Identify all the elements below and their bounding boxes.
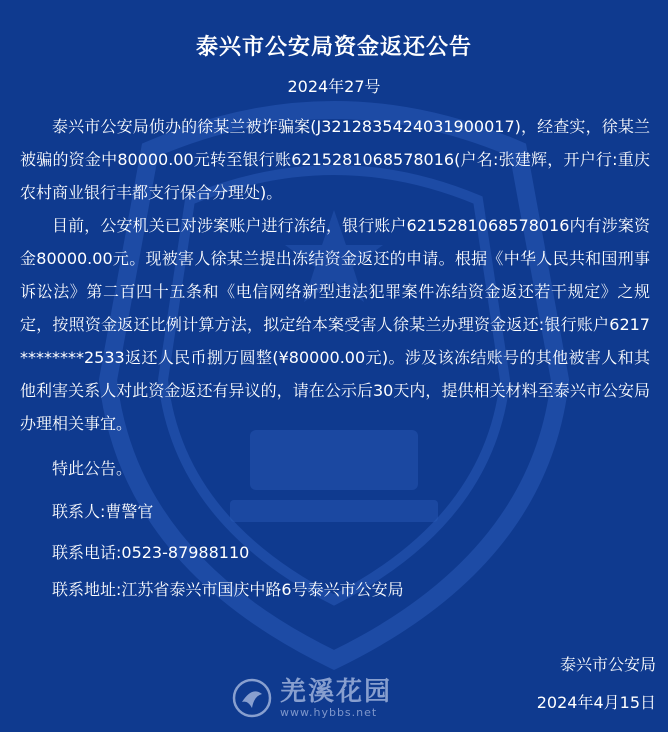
notice-body (20, 110, 650, 440)
document-number: 2024年27号 (287, 77, 381, 96)
issuer-name: 泰兴市公安局 (559, 655, 656, 674)
issue-date: 2024年4月15日 (536, 693, 656, 712)
contact-phone: 联系电话:0523-87988110 (52, 543, 250, 562)
closing-text: 特此公告。 (52, 459, 133, 478)
notice-title: 泰兴市公安局资金返还公告 (195, 35, 472, 60)
watermark-name: 羌溪花园 (280, 676, 393, 707)
contact-address: 联系地址:江苏省泰兴市国庆中路6号泰兴市公安局 (52, 580, 404, 599)
watermark (232, 676, 392, 720)
paragraph-case-details: 泰兴市公安局侦办的徐某兰被诈骗案(J3212835424031900017)，经查实，徐某兰被骗的资金中80000.00元转至银行账6215281068578016(户名:张建辉，开户行:重庆农村商业银行丰都支行保合分理处)。 (20, 117, 650, 202)
contact-person: 联系人:曹警官 (52, 502, 154, 521)
paragraph-return-details: 目前，公安机关已对涉案账户进行冻结，银行账户6215281068578016内有涉案资金80000.00元。现被害人徐某兰提出冻结资金返还的申请。根据《中华人民共和国刑事诉讼法》第二百四十五条和《电信网络新型违法犯罪案件冻结资金返还若干规定》之规定，按照资金返还比例计算方法，拟定给本案受害人徐某兰办理资金返还:银行账户6217********2533返还人民币捌万圆整(¥80000.00元)。涉及该冻结账号的其他被害人和其他利害关系人对此资金返还有异议的，请在公示后30天内，提供相关材料至泰兴市公安局办理相关事宜。 (20, 216, 650, 433)
watermark-url: www.hybbs.net (280, 705, 378, 719)
watermark-logo-icon (232, 678, 272, 718)
